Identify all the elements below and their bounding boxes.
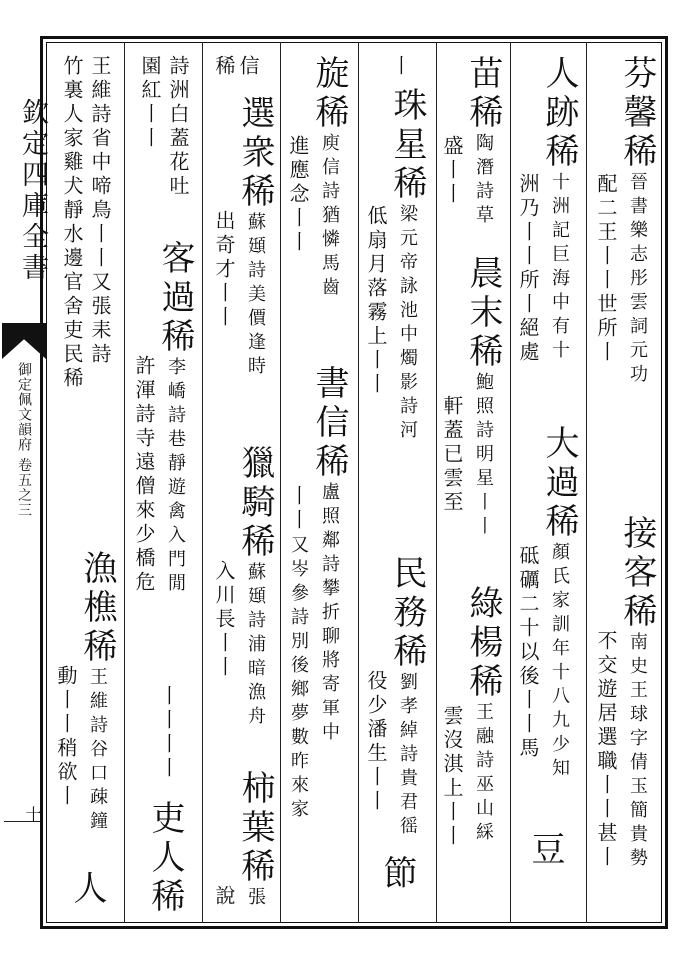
- headword: 節: [377, 855, 417, 894]
- volume-label: 御定佩文韻府 卷五之三: [16, 362, 32, 518]
- citation: 丨: [388, 55, 412, 79]
- citation: 鮑照詩明星丨丨: [473, 372, 494, 540]
- citation: 王維詩省中啼鳥丨丨又張耒詩: [88, 55, 112, 367]
- citation: 盧照鄰詩攀折聊將寄軍中: [319, 482, 340, 746]
- headword: 苗稀: [463, 55, 503, 133]
- headword: 接客稀: [617, 515, 657, 632]
- book-title: 欽定四庫全書: [17, 98, 48, 284]
- headword: 芬馨稀: [617, 55, 657, 172]
- citation: 入川長丨丨: [212, 560, 236, 680]
- column-rule: [586, 42, 587, 923]
- page-margin: [0, 36, 46, 929]
- text-column-5: [286, 55, 348, 920]
- column-rule: [436, 42, 437, 923]
- text-column-3: [440, 55, 502, 920]
- headword: 豆: [525, 831, 565, 870]
- headword: 人跡稀: [539, 55, 579, 172]
- citation: 竹裏人家雞犬靜水邊官舍吏民稀: [60, 55, 84, 391]
- text-column-1: [594, 55, 656, 920]
- headword: 選衆稀: [235, 95, 275, 212]
- citation: 低扇月落霧上丨丨: [364, 205, 388, 397]
- text-column-4: [364, 55, 426, 920]
- text-column-7: [132, 55, 194, 920]
- citation: 砥礪二十以後丨丨馬: [516, 545, 540, 761]
- citation: 軒蓋已雲至: [440, 395, 464, 515]
- citation: 十洲記巨海中有十: [549, 172, 570, 364]
- fishtail-mark-icon: [2, 323, 46, 359]
- citation: 梁元帝詠池中燭影詩河: [397, 204, 418, 444]
- headword: 書信稀: [309, 365, 349, 482]
- citation: 出奇才丨丨: [212, 210, 236, 330]
- text-column-6: [212, 55, 274, 920]
- headword: 客過稀: [155, 240, 195, 357]
- citation: 丨丨丨丨: [156, 685, 180, 781]
- citation: 又岑參詩別後鄉夢數昨來家: [288, 535, 309, 823]
- citation: 詩洲白蓋花吐: [166, 55, 190, 199]
- column-rule: [510, 42, 511, 923]
- headword: 吏人稀: [145, 800, 185, 917]
- citation: 王融詩巫山綵: [473, 702, 494, 846]
- citation: 許渾詩寺遠僧來少橋危: [132, 355, 156, 595]
- citation: 蘇頲詩美價逢時: [245, 212, 266, 380]
- headword: 綠楊稀: [463, 585, 503, 702]
- citation: 南史王球字倩玉簡貴勢: [627, 632, 648, 872]
- citation: 盛丨丨: [440, 135, 464, 207]
- citation: 蘇頲詩浦暗漁舟: [245, 562, 266, 730]
- text-column-2: [516, 55, 578, 920]
- citation: 李嶠詩巷靜遊禽入門閒: [165, 357, 186, 597]
- column-rule: [202, 42, 203, 923]
- citation: 役少潘生丨丨: [364, 670, 388, 814]
- page-number: 十: [23, 806, 42, 822]
- citation: 張: [245, 887, 266, 911]
- headword: 人: [67, 870, 107, 909]
- text-column-8: [54, 55, 116, 920]
- citation: 庾信詩猶憐馬齒: [319, 133, 340, 301]
- citation: 園紅丨丨: [138, 55, 162, 151]
- column-rule: [358, 42, 359, 923]
- citation: 丨丨: [286, 485, 310, 533]
- citation: 雲沒淇上丨丨: [440, 705, 464, 849]
- column-rule: [124, 42, 125, 923]
- citation: 進應念丨丨: [286, 135, 310, 255]
- citation: 劉孝綽詩貴君徭: [397, 672, 418, 840]
- headword: 民務稀: [387, 555, 427, 672]
- citation: 洲乃丨丨所丨絕處: [516, 173, 540, 365]
- citation: 陶潛詩草: [473, 133, 494, 229]
- headword: 柿葉稀: [235, 770, 275, 887]
- citation: 配二王丨丨世所丨: [594, 173, 618, 365]
- column-rule: [280, 42, 281, 923]
- citation: 動丨丨稍欲丨: [54, 665, 78, 809]
- headword: 漁樵稀: [77, 550, 117, 667]
- headword: 大過稀: [539, 425, 579, 542]
- headword: 珠星稀: [387, 87, 427, 204]
- headword: 獵騎稀: [235, 445, 275, 562]
- citation: 信: [236, 55, 260, 79]
- citation: 說: [212, 885, 236, 909]
- citation: 王維詩谷口疎鐘: [87, 667, 108, 835]
- headword: 晨末稀: [463, 255, 503, 372]
- citation: 不交遊居選職丨丨甚丨: [594, 630, 618, 870]
- citation: 顏氏家訓年十八九少知: [549, 542, 570, 782]
- headword: 旋稀: [309, 55, 349, 133]
- citation: 稀: [212, 55, 236, 79]
- citation: 晉書樂志彤雲詞元功: [627, 172, 648, 388]
